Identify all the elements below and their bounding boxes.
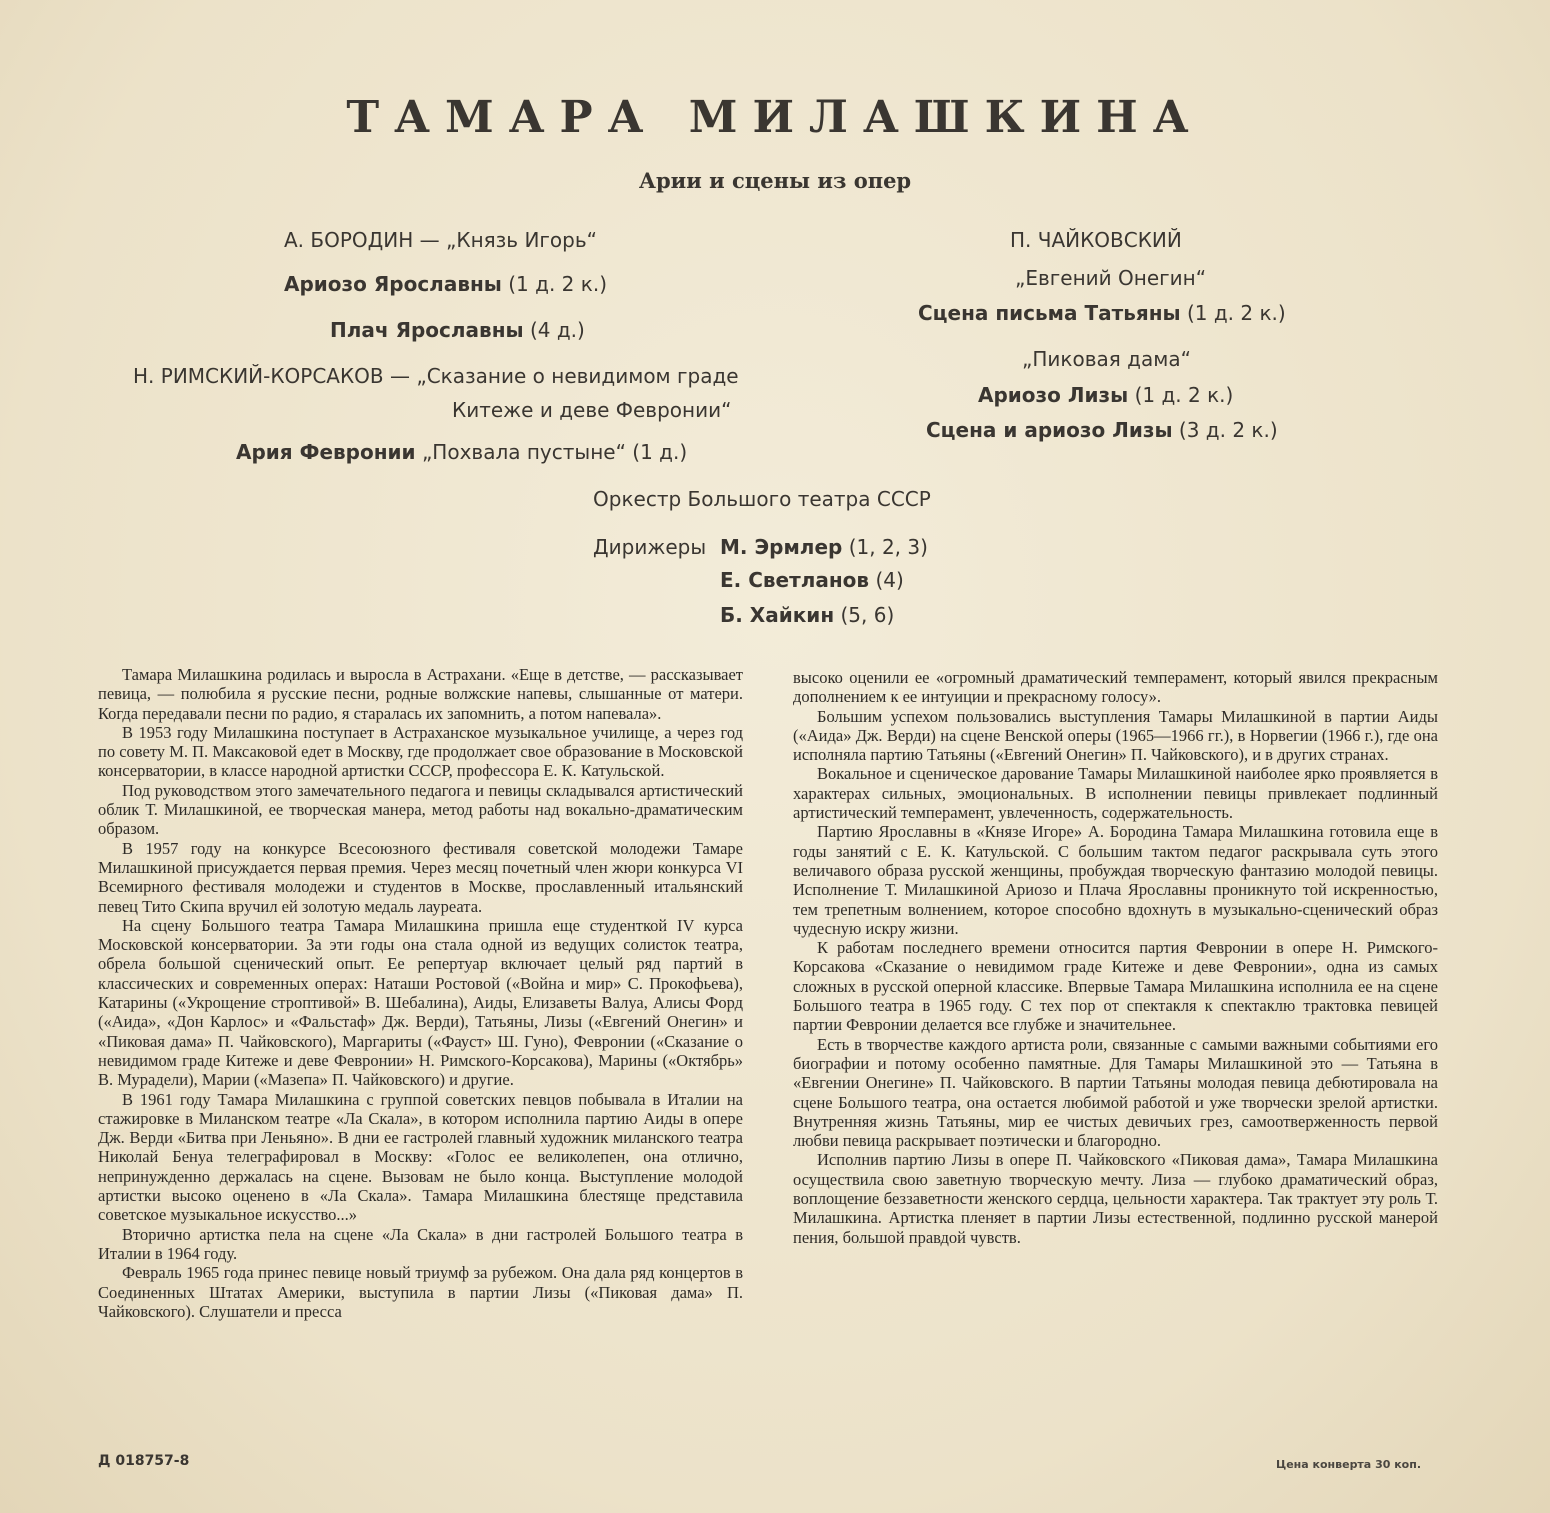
track-title: Ария Февронии [236, 440, 416, 464]
conductor-tracks: (1, 2, 3) [848, 535, 928, 559]
conductor-name: Е. Светланов [720, 568, 870, 592]
paragraph: Большим успехом пользовались выступления Тамары Милашкиной в партии Аиды («Аида» Дж. Верди) на сцене Венской оперы (1965—1966 гг.), в Норвегии (1966 г.), где она исполняла партию Татьяны («Евгений Онегин» П. Чайковского), и в других странах. [793, 706, 1438, 765]
track-title: Ариозо Лизы [978, 383, 1129, 407]
sleeve-price: Цена конверта 30 коп. [1276, 1458, 1422, 1471]
track-title: Сцена и ариозо Лизы [926, 418, 1173, 442]
conductor-name: М. Эрмлер [720, 535, 843, 559]
paragraph: В 1961 году Тамара Милашкина с группой советских певцов побывала в Италии на стажировке в Миланском театре «Ла Скала», в котором исполнила партию Аиды в опере Дж. Верди «Битва при Леньяно». В дни ее гастролей главный художник миланского театра Николай Бенуа телеграфировал в Москву: «Голос ее великолепен, она отлично, непринужденно держалась на сцене. Вызовам не было конца. Выступление молодой артистки высоко оценено в «Ла Скала». Тамара Милашкина блестяще представила советское музыкальное искусство...» [98, 1089, 743, 1225]
track-title: Ариозо Ярославны [284, 272, 502, 296]
composer-tchaikovsky: П. ЧАЙКОВСКИЙ [1010, 228, 1182, 252]
track-detail: (1 д. 2 к.) [1186, 301, 1286, 325]
paragraph: На сцену Большого театра Тамара Милашкина пришла еще студенткой IV курса Московской консерватории. За эти годы она стала одной из ведущих солисток театра, обрела большой сценический опыт. Ее репертуар включает целый ряд партий в классических и современных операх: Наташи Ростовой («Война и мир» С. Прокофьева), Катарины («Укрощение строптивой» В. Шебалина), Аиды, Елизаветы Валуа, Алисы Форд («Аида», «Дон Карлос» и «Фальстаф» Дж. Верди), Татьяны, Лизы («Евгений Онегин» и «Пиковая дама» П. Чайковского), Маргариты («Фауст» Ш. Гуно), Февронии («Сказание о невидимом граде Китеже и деве Февронии» Н. Римского-Корсакова), Марины («Октябрь» В. Мурадели), Марии («Мазепа» П. Чайковского) и другие. [98, 915, 743, 1090]
composer-borodin: А. БОРОДИН — „Князь Игорь“ [284, 228, 597, 252]
opera-queen-of-spades: „Пиковая дама“ [1022, 347, 1191, 371]
conductor-name: Б. Хайкин [720, 603, 835, 627]
composer-rimsky-korsakov: Н. РИМСКИЙ-КОРСАКОВ — „Сказание о невидимом граде [133, 364, 739, 388]
conductor-tracks: (5, 6) [840, 603, 895, 627]
paragraph: высоко оценили ее «огромный драматический темперамент, который явился прекрасным дополнением к ее интуиции и прекрасному голосу». [793, 668, 1438, 707]
paragraph: Тамара Милашкина родилась и выросла в Астрахани. «Еще в детстве, — рассказывает певица, — полюбила я русские песни, родные волжские напевы, слышанные от матери. Когда передавали песни по радио, я старалась их запомнить, а потом напевала». [98, 665, 743, 723]
track-4 [918, 301, 1286, 325]
track-detail: (3 д. 2 к.) [1178, 418, 1278, 442]
biography-right-column [793, 668, 1438, 1247]
paragraph: Вторично артистка пела на сцене «Ла Скала» в дни гастролей Большого театра в Италии в 1964 году. [98, 1224, 743, 1263]
album-subtitle: Арии и сцены из опер [638, 168, 912, 193]
paragraph: Исполнив партию Лизы в опере П. Чайковского «Пиковая дама», Тамара Милашкина осуществила свою заветную творческую мечту. Лиза — глубоко драматический образ, воплощение беззаветности женского сердца, цельности характера. Так трактует эту роль Т. Милашкина. Артистка пленяет в партии Лизы естественной, подлинно русской манерой пения, большой правдой чувств. [793, 1150, 1438, 1247]
opera-title-cont: Китеже и деве Февронии“ [452, 398, 732, 422]
track-detail: „Похвала пустыне“ (1 д.) [421, 440, 688, 464]
paragraph: В 1953 году Милашкина поступает в Астраханское музыкальное училище, а через год по совету М. П. Максаковой едет в Москву, где продолжает свое образование в Московской консерватории, в классе народной артистки СССР, профессора Е. К. Катульской. [98, 722, 743, 781]
conductors-label: Дирижеры [593, 535, 707, 559]
track-title: Плач Ярославны [330, 318, 524, 342]
paragraph: Февраль 1965 года принес певице новый триумф за рубежом. Она дала ряд концертов в Соединенных Штатах Америки, выступила в партии Лизы («Пиковая дама» П. Чайковского). Слушатели и пресса [98, 1263, 743, 1321]
conductor-2 [720, 568, 904, 592]
paragraph: Вокальное и сценическое дарование Тамары Милашкиной наиболее ярко проявляется в характерах сильных, эмоциональных. В исполнении певицы привлекает подлинный артистический темперамент, увлеченность, содержательность. [793, 764, 1438, 823]
track-2 [330, 318, 585, 342]
track-5 [978, 383, 1233, 407]
paragraph: К работам последнего времени относится партия Февронии в опере Н. Римского-Корсакова «Сказание о невидимом граде Китеже и деве Февронии», одна из самых сложных в русской оперной классике. Впервые Тамара Милашкина исполнила ее на сцене Большого театра в 1965 году. С тех пор от спектакля к спектаклю трактовка певицей партии Февронии делается все глубже и значительнее. [793, 938, 1438, 1035]
track-detail: (1 д. 2 к.) [508, 272, 607, 296]
paragraph: Под руководством этого замечательного педагога и певицы складывался артистический облик Т. Милашкиной, ее творческая манера, метод работы над вокально-драматическим образом. [98, 780, 743, 839]
biography-left-column [98, 665, 743, 1321]
orchestra-credit: Оркестр Большого театра СССР [593, 487, 931, 511]
track-title: Сцена письма Татьяны [918, 301, 1181, 325]
page-title: ТАМАРА МИЛАШКИНА [346, 92, 1204, 143]
conductor-1 [720, 535, 928, 559]
opera-onegin: „Евгений Онегин“ [1015, 266, 1207, 290]
paragraph: В 1957 году на конкурсе Всесоюзного фестиваля советской молодежи Тамаре Милашкиной присуждается первая премия. Через месяц почетный член жюри конкурса VI Всемирного фестиваля молодежи и студентов в Москве, прославленный итальянский певец Тито Скипа вручил ей золотую медаль лауреата. [98, 838, 743, 916]
track-1 [284, 272, 607, 296]
paragraph: Есть в творчестве каждого артиста роли, связанные с самыми важными событиями его биографии и потому особенно памятные. Для Тамары Милашкиной это — Татьяна в «Евгении Онегине» П. Чайковского. В партии Татьяны молодая певица дебютировала на сцене Большого театра, она остается любимой работой и уже творчески зрелой артистки. Внутренняя жизнь Татьяны, мир ее чистых девичьих грез, самоотверженность первой любви певица раскрывает поэтически и благородно. [793, 1034, 1438, 1151]
conductor-3 [720, 603, 894, 627]
track-6 [926, 418, 1278, 442]
track-3 [236, 440, 687, 464]
track-detail: (4 д.) [529, 318, 585, 342]
track-detail: (1 д. 2 к.) [1134, 383, 1234, 407]
catalog-number: Д 018757-8 [98, 1453, 190, 1469]
conductor-tracks: (4) [875, 568, 904, 592]
paragraph: Партию Ярославны в «Князе Игоре» А. Бородина Тамара Милашкина готовила еще в годы занятий с Е. К. Катульской. С большим тактом педагог раскрывала суть этого величавого образа русской женщины, пробуждая творческую фантазию молодой певицы. Исполнение Т. Милашкиной Ариозо и Плача Ярославны проникнуто той искренностью, тем трепетным волнением, которое способно вдохнуть в музыкально-сценический образ чудесную искру жизни. [793, 822, 1438, 938]
